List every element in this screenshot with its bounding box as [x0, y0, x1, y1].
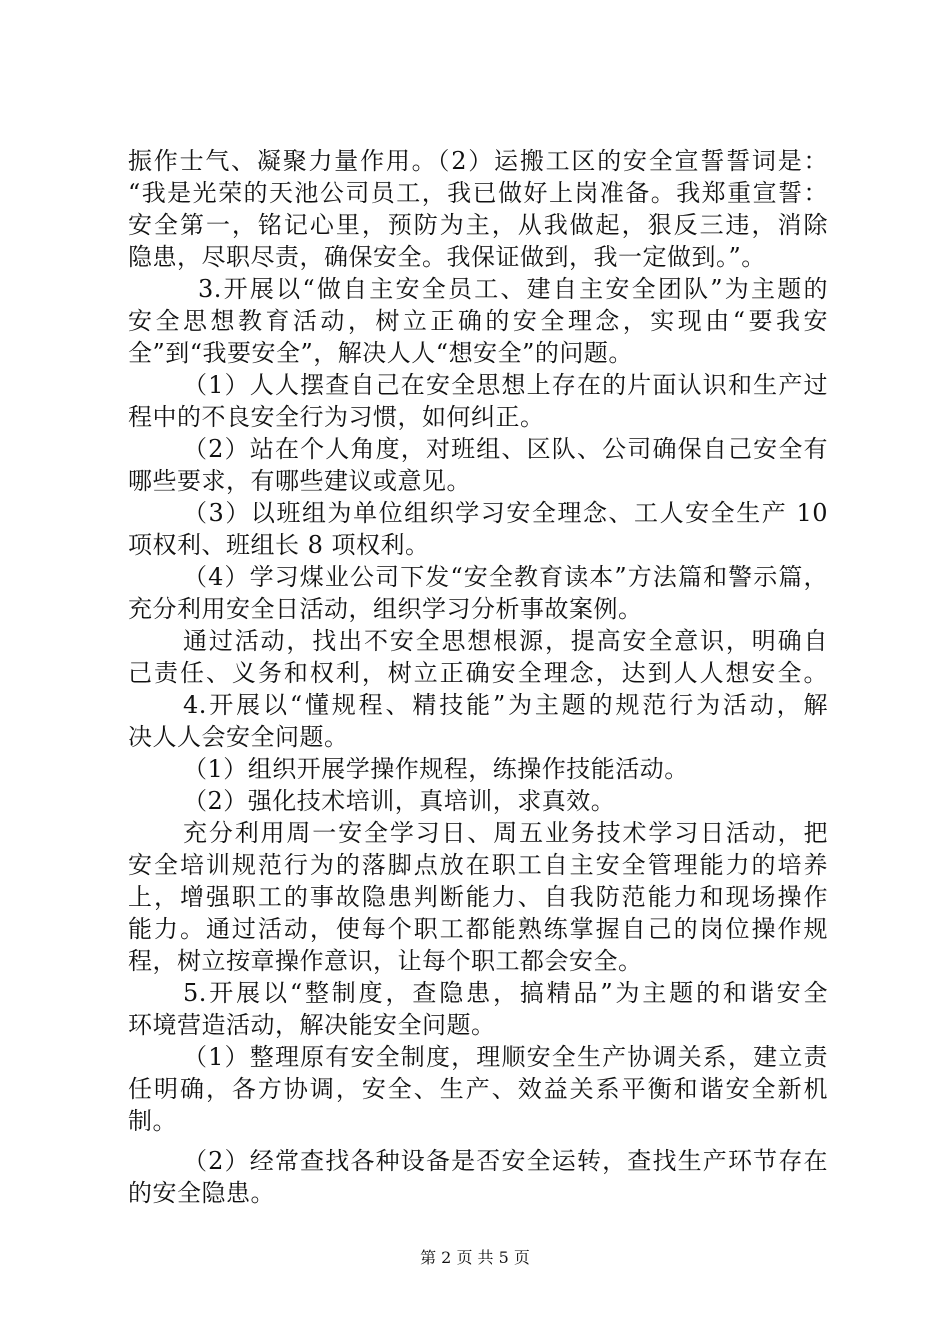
text-line: 上，增强职工的事故隐患判断能力、自我防范能力和现场操作	[128, 883, 828, 911]
text-line: 程，树立按章操作意识，让每个职工都会安全。	[128, 947, 643, 975]
text-line: 能力。通过活动，使每个职工都能熟练掌握自己的岗位操作规	[128, 915, 828, 943]
text-line: 振作士气、凝聚力量作用。（2）运搬工区的安全宣誓誓词是：	[128, 147, 828, 175]
text-line: 制。	[128, 1107, 177, 1135]
text-line: （1）组织开展学操作规程，练操作技能活动。	[183, 755, 689, 783]
text-line: 安全培训规范行为的落脚点放在职工自主安全管理能力的培养	[128, 851, 828, 879]
text-line: 决人人会安全问题。	[128, 723, 349, 751]
text-line: 5.开展以“整制度，查隐患，搞精品”为主题的和谐安全	[183, 979, 828, 1007]
text-line: （1）人人摆查自己在安全思想上存在的片面认识和生产过	[183, 371, 828, 399]
text-line: 程中的不良安全行为习惯，如何纠正。	[128, 403, 545, 431]
text-line: 任明确，各方协调，安全、生产、效益关系平衡和谐安全新机	[128, 1075, 828, 1103]
text-line: （2）站在个人角度，对班组、区队、公司确保自己安全有	[183, 435, 828, 463]
text-line: “我是光荣的天池公司员工，我已做好上岗准备。我郑重宣誓：	[128, 179, 828, 207]
text-line: （3）以班组为单位组织学习安全理念、工人安全生产 10	[183, 499, 828, 527]
text-line: 安全第一，铭记心里，预防为主，从我做起，狠反三违，消除	[128, 211, 828, 239]
text-line: 3.开展以“做自主安全员工、建自主安全团队”为主题的	[198, 275, 828, 303]
text-line: 项权利、班组长 8 项权利。	[128, 531, 430, 559]
text-line: 4.开展以“懂规程、精技能”为主题的规范行为活动，解	[183, 691, 828, 719]
text-line: 充分利用安全日活动，组织学习分析事故案例。	[128, 595, 643, 623]
text-line: 的安全隐患。	[128, 1179, 275, 1207]
text-line: 充分利用周一安全学习日、周五业务技术学习日活动，把	[183, 819, 828, 847]
text-line: 安全思想教育活动，树立正确的安全理念，实现由“要我安	[128, 307, 828, 335]
text-line: 哪些要求，有哪些建议或意见。	[128, 467, 471, 495]
text-line: 通过活动，找出不安全思想根源，提高安全意识，明确自	[183, 627, 828, 655]
document-body	[128, 145, 828, 1209]
text-line: （2）强化技术培训，真培训，求真效。	[183, 787, 616, 815]
text-line: 全”到“我要安全”，解决人人“想安全”的问题。	[128, 339, 633, 367]
text-line: （1）整理原有安全制度，理顺安全生产协调关系，建立责	[183, 1043, 828, 1071]
page-number-footer: 第 2 页 共 5 页	[420, 1248, 530, 1267]
text-line: （4）学习煤业公司下发“安全教育读本”方法篇和警示篇，	[183, 563, 828, 591]
text-line: 环境营造活动，解决能安全问题。	[128, 1011, 496, 1039]
text-line: （2）经常查找各种设备是否安全运转，查找生产环节存在	[183, 1147, 828, 1175]
text-line: 隐患，尽职尽责，确保安全。我保证做到，我一定做到。”。	[128, 243, 766, 271]
text-line: 己责任、义务和权利，树立正确安全理念，达到人人想安全。	[128, 659, 828, 687]
